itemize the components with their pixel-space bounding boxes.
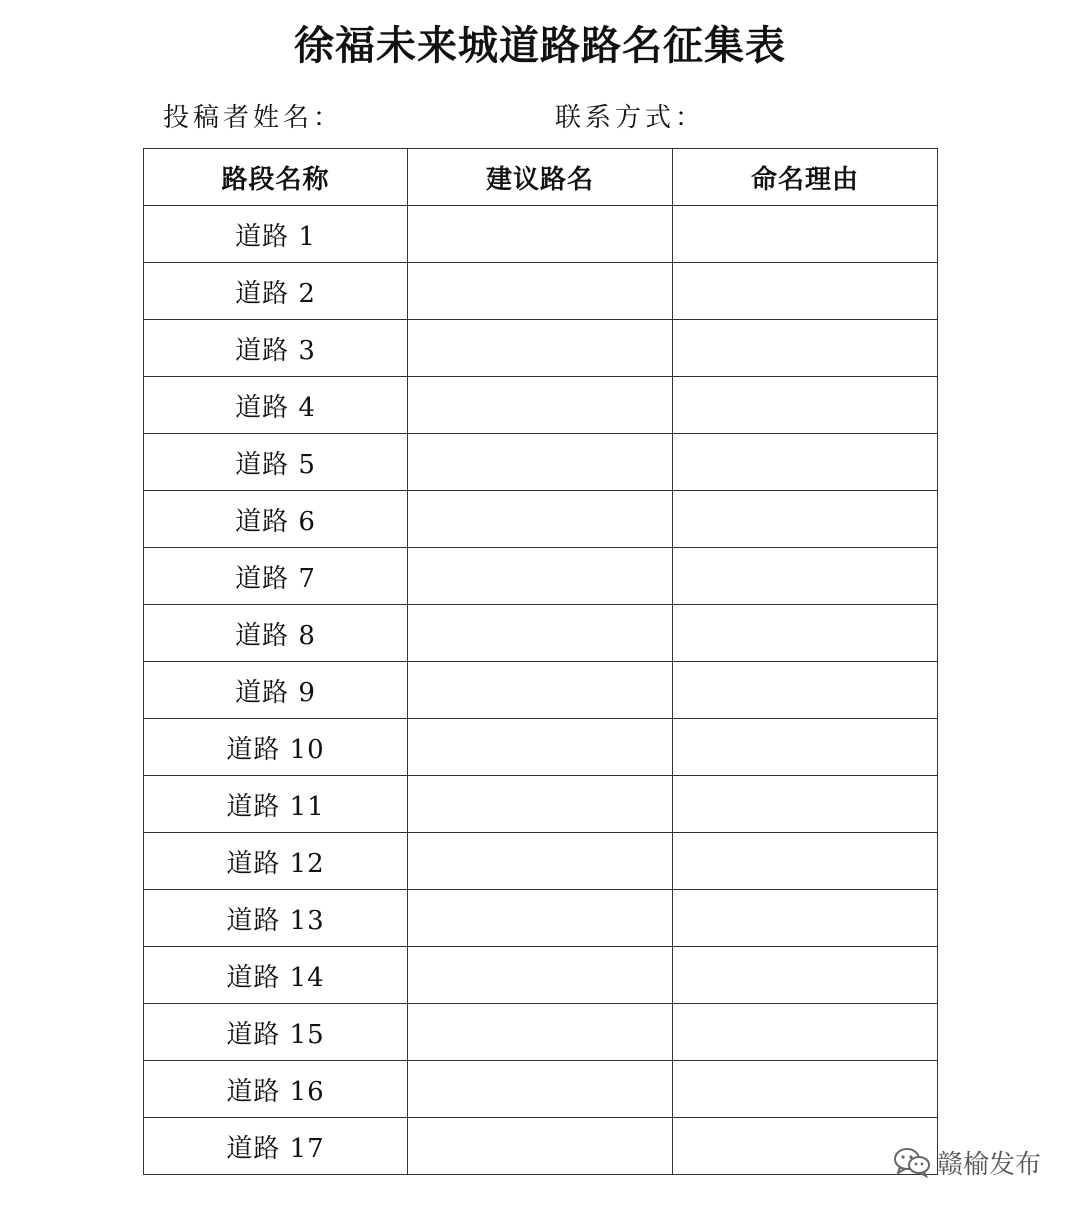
naming-reason-cell[interactable] — [673, 833, 938, 890]
header-road-segment: 路段名称 — [144, 149, 408, 206]
table-row — [144, 320, 938, 377]
road-segment-name: 道路 8 — [144, 605, 408, 662]
table-row — [144, 605, 938, 662]
road-segment-name: 道路 12 — [144, 833, 408, 890]
suggested-name-cell[interactable] — [408, 1061, 673, 1118]
table-row — [144, 491, 938, 548]
naming-reason-cell[interactable] — [673, 434, 938, 491]
header-suggested-name: 建议路名 — [408, 149, 673, 206]
watermark — [893, 1142, 1041, 1182]
naming-reason-cell[interactable] — [673, 263, 938, 320]
contact-info-label: 联系方式： — [555, 103, 706, 133]
suggested-name-cell[interactable] — [408, 263, 673, 320]
road-segment-name: 道路 14 — [144, 947, 408, 1004]
suggested-name-cell[interactable] — [408, 377, 673, 434]
suggested-name-cell[interactable] — [408, 491, 673, 548]
naming-reason-cell[interactable] — [673, 1061, 938, 1118]
table-row — [144, 1061, 938, 1118]
road-segment-name: 道路 15 — [144, 1004, 408, 1061]
suggested-name-cell[interactable] — [408, 662, 673, 719]
suggested-name-cell[interactable] — [408, 206, 673, 263]
road-segment-name: 道路 3 — [144, 320, 408, 377]
table-row — [144, 833, 938, 890]
table-row — [144, 776, 938, 833]
suggested-name-cell[interactable] — [408, 1004, 673, 1061]
naming-reason-cell[interactable] — [673, 377, 938, 434]
road-segment-name: 道路 17 — [144, 1118, 408, 1175]
naming-reason-cell[interactable] — [673, 947, 938, 1004]
naming-reason-cell[interactable] — [673, 890, 938, 947]
table-row — [144, 434, 938, 491]
naming-reason-cell[interactable] — [673, 776, 938, 833]
naming-reason-cell[interactable] — [673, 206, 938, 263]
suggested-name-cell[interactable] — [408, 1118, 673, 1175]
table-row — [144, 890, 938, 947]
road-segment-name: 道路 5 — [144, 434, 408, 491]
road-segment-name: 道路 11 — [144, 776, 408, 833]
naming-reason-cell[interactable] — [673, 719, 938, 776]
suggested-name-cell[interactable] — [408, 548, 673, 605]
suggested-name-cell[interactable] — [408, 947, 673, 1004]
road-segment-name: 道路 7 — [144, 548, 408, 605]
table-row — [144, 377, 938, 434]
road-segment-name: 道路 9 — [144, 662, 408, 719]
road-segment-name: 道路 16 — [144, 1061, 408, 1118]
road-segment-name: 道路 6 — [144, 491, 408, 548]
naming-reason-cell[interactable] — [673, 548, 938, 605]
road-name-collection-table — [143, 148, 938, 1175]
table-row — [144, 206, 938, 263]
page-title: 徐福未来城道路路名征集表 — [294, 22, 786, 69]
suggested-name-cell[interactable] — [408, 776, 673, 833]
table-row — [144, 548, 938, 605]
suggested-name-cell[interactable] — [408, 890, 673, 947]
suggested-name-cell[interactable] — [408, 320, 673, 377]
header-naming-reason: 命名理由 — [673, 149, 938, 206]
road-segment-name: 道路 4 — [144, 377, 408, 434]
naming-reason-cell[interactable] — [673, 491, 938, 548]
suggested-name-cell[interactable] — [408, 605, 673, 662]
table-row — [144, 263, 938, 320]
suggested-name-cell[interactable] — [408, 833, 673, 890]
table-row — [144, 1118, 938, 1175]
road-segment-name: 道路 2 — [144, 263, 408, 320]
road-segment-name: 道路 13 — [144, 890, 408, 947]
table-row — [144, 1004, 938, 1061]
submitter-name-label: 投稿者姓名： — [163, 103, 344, 133]
wechat-icon — [893, 1146, 931, 1178]
naming-reason-cell[interactable] — [673, 605, 938, 662]
naming-reason-cell[interactable] — [673, 662, 938, 719]
table-row — [144, 662, 938, 719]
naming-reason-cell[interactable] — [673, 1004, 938, 1061]
road-segment-name: 道路 10 — [144, 719, 408, 776]
table-row — [144, 947, 938, 1004]
table-row — [144, 719, 938, 776]
suggested-name-cell[interactable] — [408, 719, 673, 776]
table-header-row — [144, 149, 938, 206]
road-segment-name: 道路 1 — [144, 206, 408, 263]
naming-reason-cell[interactable] — [673, 320, 938, 377]
watermark-text: 赣榆发布 — [937, 1149, 1042, 1180]
suggested-name-cell[interactable] — [408, 434, 673, 491]
